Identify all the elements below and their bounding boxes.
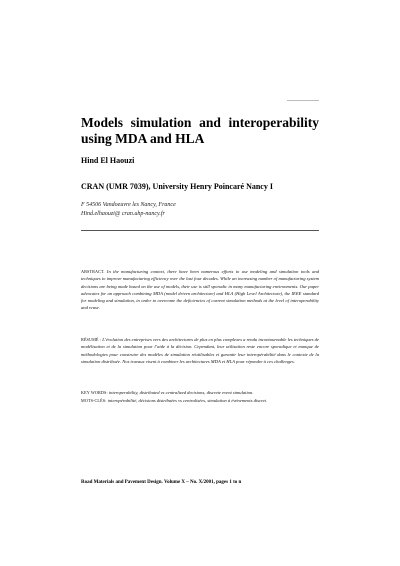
- resume-label: RÉSUMÉ :: [81, 337, 102, 342]
- page-footer: Road Materials and Pavement Design. Volume X – No. X/2001, pages 1 to n: [81, 480, 242, 485]
- abstract-text: In the manufacturing context, there have been numerous efforts to use modeling and simulation tools and techniques to improve manufacturing efficiency over the last four decades. While an increasing number of manufacturing system decisions are being made based on the use of models, their use is still sporadic in many manufacturing environments. Our paper advocates for an approach combining MDA (model driven architecture) and HLA (High Level Architecture), the IEEE standard for modeling and simulation, in order to overcome the deficiencies of current simulation methods at the level of interoperability and reuse.: [81, 269, 319, 311]
- motscles-paragraph: [81, 397, 319, 404]
- motscles-label: MOTS-CLÉS:: [81, 398, 107, 403]
- address-line: F 54506 Vandoeuvre les Nancy, France: [81, 202, 176, 208]
- header-rule: [287, 100, 319, 101]
- resume-paragraph: [81, 336, 319, 365]
- abstract-label: ABSTRACT.: [81, 269, 105, 274]
- author-name: Hind El Haouzi: [81, 156, 135, 165]
- abstract-paragraph: [81, 268, 319, 312]
- email-line: Hind.elhaouzi@ cran.uhp-nancy.fr: [81, 210, 165, 217]
- keywords-text: interoperability, distributed vs centralized decisions, discrete event simulation.: [108, 390, 254, 395]
- resume-text: L’évolution des entreprises vers des architectures de plus en plus complexes a rendu incontournable les techniques de modélisation et de la simulation pour l’aide à la décision. Cependant, leur utilisation reste encore sporadique et manque de méthodologies pour construire des modèles de simulation réutilisables et garantir leur interopérabilité dans le contexte de la simulation distribuée. Nos travaux visent à combiner les architectures MDA et HLA pour répondre à ces challenges.: [81, 337, 319, 364]
- motscles-text: interopérabilité, décisions distribuées vs centralisées, simulation à événements discret.: [107, 398, 268, 403]
- keywords-paragraph: [81, 389, 319, 396]
- address-block: [81, 201, 176, 218]
- affiliation: CRAN (UMR 7039), University Henry Poincaré Nancy I: [81, 182, 273, 191]
- keywords-label: KEY WORDS:: [81, 390, 108, 395]
- paper-title: Models simulation and interoperability using MDA and HLA: [81, 115, 319, 146]
